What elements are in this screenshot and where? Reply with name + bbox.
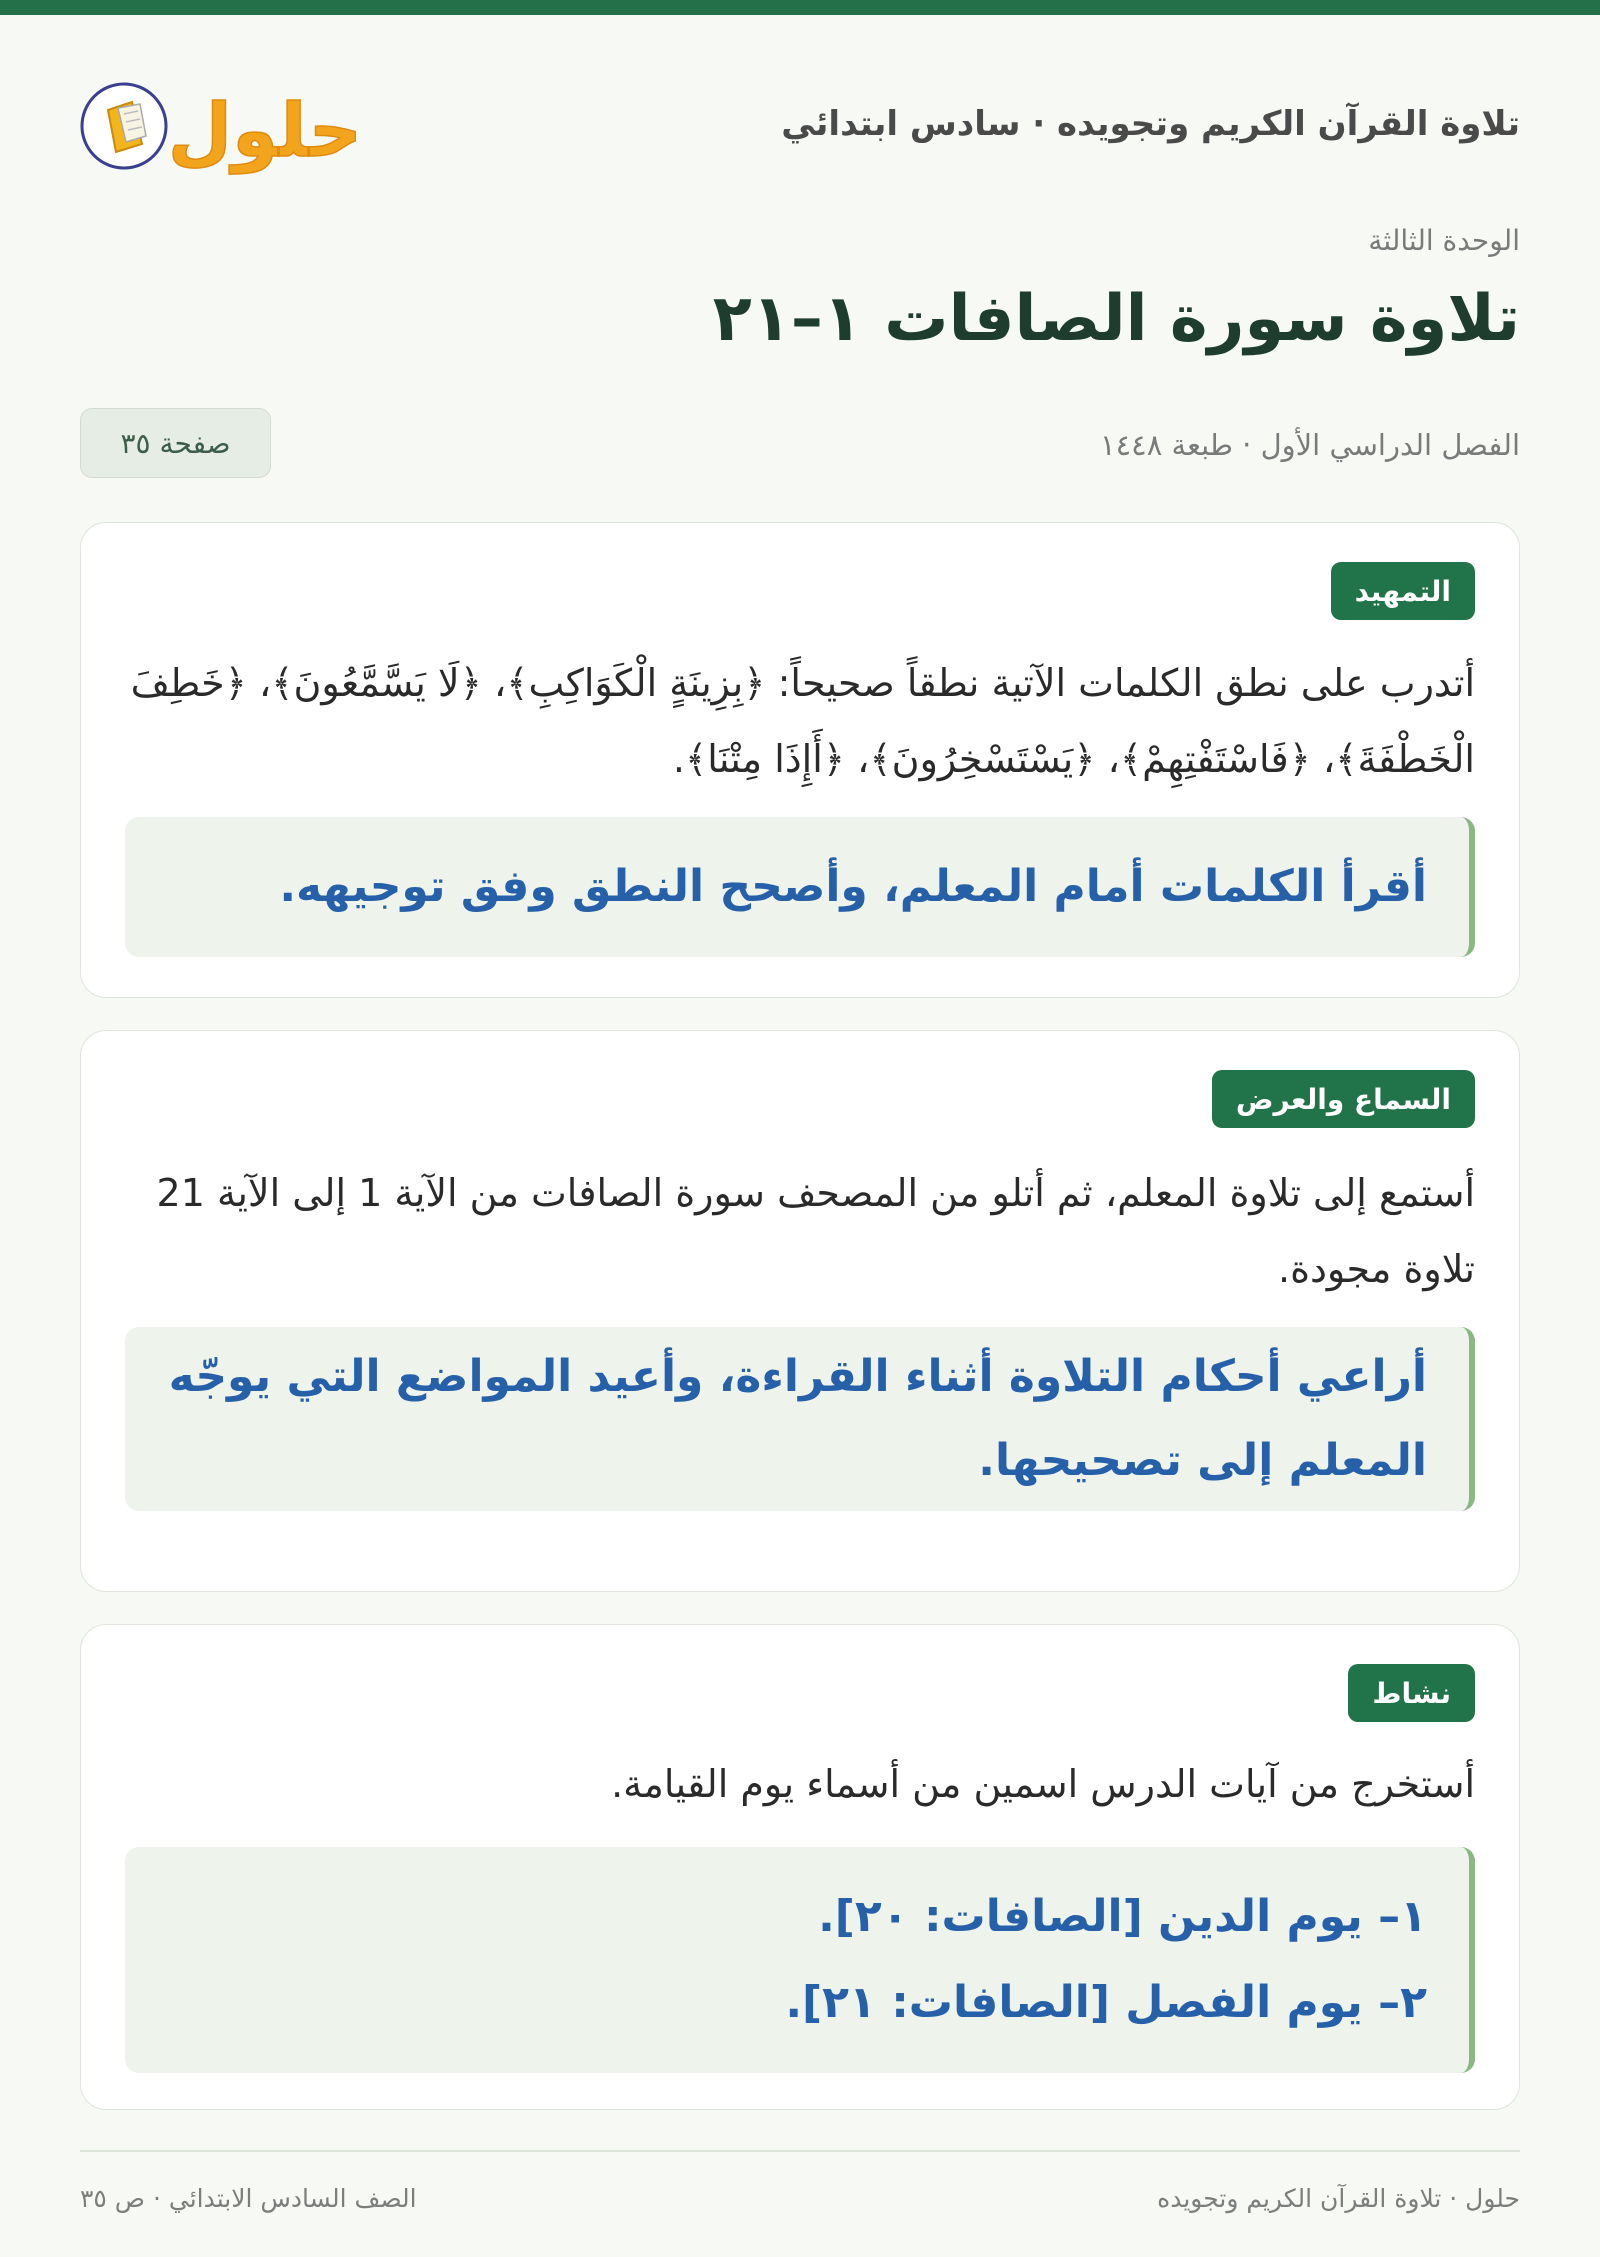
footer-divider [80,2150,1520,2152]
answer-line: ١– يوم الدين [الصافات: ٢٠]. [818,1891,1427,1942]
answer-box [125,817,1475,957]
subject-title: تلاوة القرآن الكريم وتجويده · سادس ابتدائي [781,104,1520,144]
section-tag: السماع والعرض [1212,1070,1475,1128]
section-question: أستخرج من آيات الدرس اسمين من أسماء يوم القيامة. [611,1762,1475,1806]
answer-box [125,1327,1475,1511]
section-card-listening [80,1030,1520,1592]
section-question: أتدرب على نطق الكلمات الآتية نطقاً صحيحاً: ﴿بِزِينَةٍ الْكَوَاكِبِ﴾، ﴿لَا يَسَّمَّعُونَ﴾، ﴿خَطِفَ الْخَطْفَةَ﴾، ﴿فَاسْتَفْتِهِمْ﴾، ﴿يَسْتَسْخِرُونَ﴾، ﴿أَإِذَا مِتْنَا﴾. [130,661,1475,781]
page-number-badge: صفحة ٣٥ [80,408,271,478]
footer-grade-page: الصف السادس الابتدائي · ص ٣٥ [80,2184,417,2213]
answer-box [125,1847,1475,2073]
book-pen-icon [82,84,166,168]
section-card-intro [80,522,1520,998]
lesson-title: تلاوة سورة الصافات ١–٢١ [712,282,1520,356]
section-tag: نشاط [1348,1664,1475,1722]
answer-line: أراعي أحكام التلاوة أثناء القراءة، وأعيد المواضع التي يوجّه المعلم إلى تصحيحها. [168,1351,1427,1486]
footer-book-title: حلول · تلاوة القرآن الكريم وتجويده [1157,2184,1520,2213]
section-question: أستمع إلى تلاوة المعلم، ثم أتلو من المصحف سورة الصافات من الآية 1 إلى الآية 21 تلاوة مجودة. [156,1171,1475,1291]
logo-text: حلول [167,88,363,174]
top-accent-bar [0,0,1600,15]
answer-line: أقرأ الكلمات أمام المعلم، وأصحح النطق وفق توجيهه. [279,861,1427,912]
semester-edition: الفصل الدراسي الأول · طبعة ١٤٤٨ [1100,428,1520,462]
section-card-activity [80,1624,1520,2110]
hulul-logo[interactable] [80,64,370,188]
section-tag: التمهيد [1331,562,1475,620]
unit-label: الوحدة الثالثة [1368,224,1520,257]
answer-line: ٢– يوم الفصل [الصافات: ٢١]. [785,1977,1427,2028]
page-header [80,64,1520,188]
